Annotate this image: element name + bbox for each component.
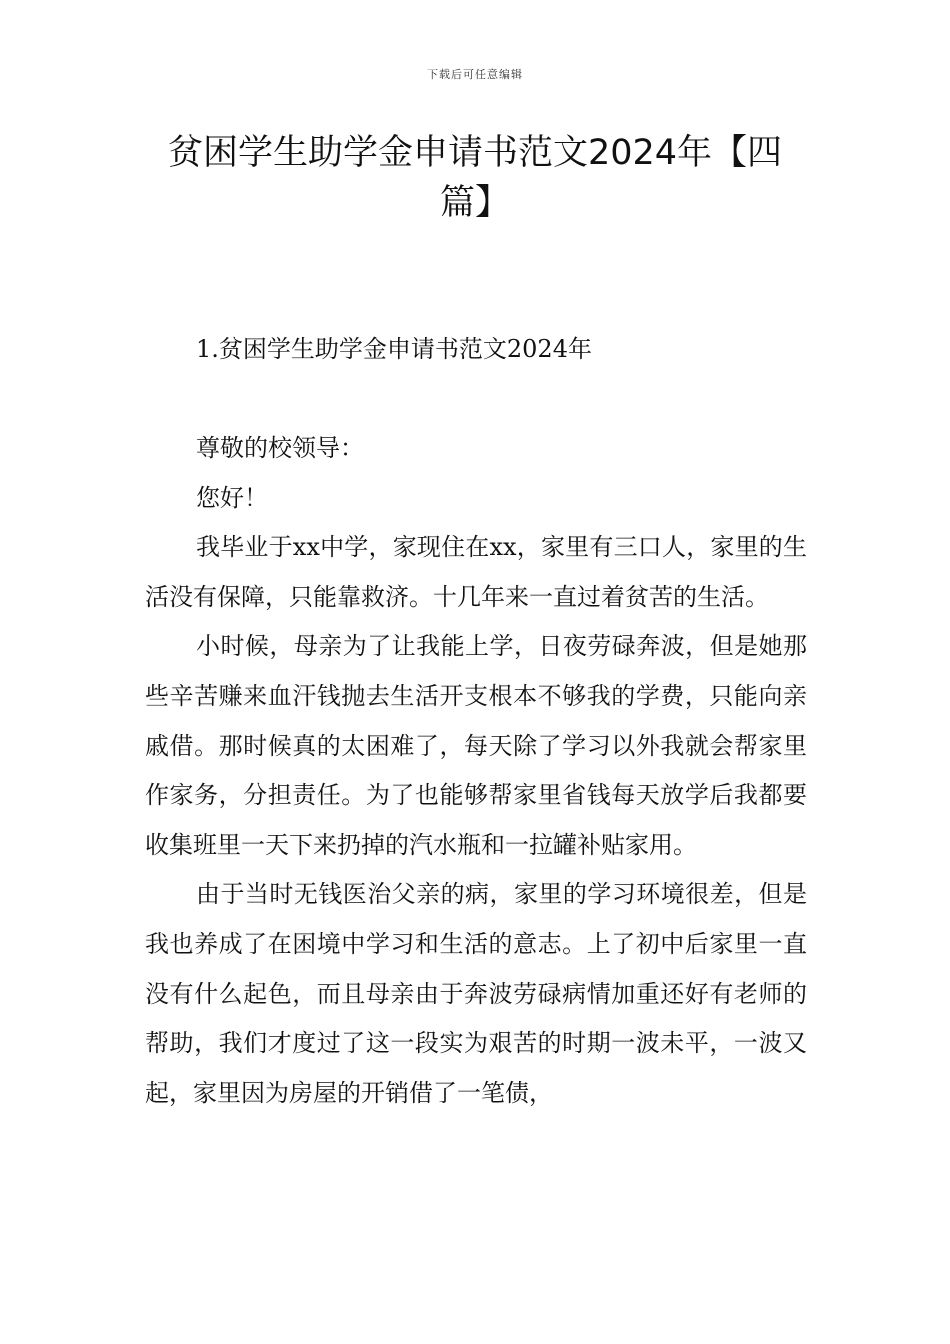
- paragraph: 我毕业于xx中学，家现住在xx，家里有三口人，家里的生活没有保障，只能靠救济。十几年来一直过着贫苦的生活。: [145, 533, 807, 611]
- salutation: 尊敬的校领导：: [196, 434, 364, 462]
- greeting: 您好！: [196, 483, 268, 512]
- letter-body: [145, 424, 807, 1118]
- document-title: 贫困学生助学金申请书范文2024年【四篇】: [167, 133, 783, 223]
- paragraph: 由于当时无钱医治父亲的病，家里的学习环境很差，但是我也养成了在困境中学习和生活的意志。上了初中后家里一直没有什么起色，而且母亲由于奔波劳碌病情加重还好有老师的帮助，我们才度过了这一段实为艰苦的时期一波未平，一波又起，家里因为房屋的开销借了一笔债，: [145, 880, 807, 1107]
- header-note: 下载后可任意编辑: [427, 68, 523, 81]
- paragraph: 小时候，母亲为了让我能上学，日夜劳碌奔波，但是她那些辛苦赚来血汗钱抛去生活开支根本不够我的学费，只能向亲戚借。那时候真的太困难了，每天除了学习以外我就会帮家里作家务，分担责任。为了也能够帮家里省钱每天放学后我都要收集班里一天下来扔掉的汽水瓶和一拉罐补贴家用。: [145, 632, 807, 859]
- section-heading: 1.贫困学生助学金申请书范文2024年: [196, 335, 592, 363]
